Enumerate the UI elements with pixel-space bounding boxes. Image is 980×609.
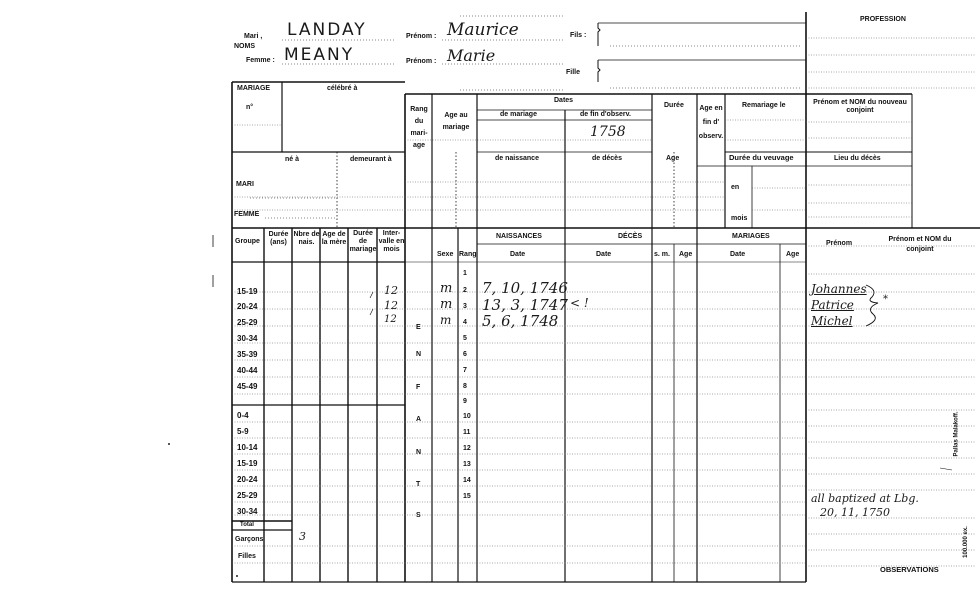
sm-header: s. m.: [654, 251, 670, 258]
no-label: n°: [246, 104, 254, 111]
birth-date-entry: 5, 6, 1748: [482, 312, 559, 330]
mois-label: mois: [731, 215, 748, 222]
noms-label: NOMS: [234, 43, 255, 50]
enfants-letter: S: [416, 512, 421, 519]
mari-label: Mari ,: [244, 33, 263, 40]
birth-date-entry: 7, 10, 1746: [482, 279, 568, 297]
age-mere-header: Age de la mère: [321, 231, 347, 246]
age-mariage-label: Age au mariage: [442, 112, 470, 131]
age-deces-label: Age: [666, 155, 680, 162]
rank-number: 14: [463, 477, 471, 484]
husband-surname: LANDAY: [287, 20, 367, 40]
print-run-mark: 100.000 ex.: [962, 526, 969, 558]
duree-mariage-header: Durée de mariage: [349, 230, 377, 253]
interval-entry: 12: [384, 284, 398, 297]
sexe-entry: m: [440, 281, 453, 296]
age-group: 45-49: [237, 382, 258, 391]
intervalle-header: Inter-valle en mois: [378, 230, 405, 253]
enfants-letter: F: [416, 384, 421, 391]
garcons-count: 3: [299, 530, 306, 543]
age-group: 30-34: [237, 334, 258, 343]
age-mariage-header: Age: [786, 251, 800, 258]
femme-row-label: FEMME: [234, 211, 260, 218]
wife-surname: MEANY: [284, 45, 355, 65]
sexe-header: Sexe: [437, 251, 454, 258]
filles-label: Filles: [238, 553, 256, 560]
publisher-mark: Pallas Malakoff.: [953, 411, 960, 457]
age-group: 5-9: [237, 427, 249, 436]
rank-number: 7: [463, 367, 467, 374]
de-deces-label: de décès: [592, 155, 622, 162]
lieu-deces-label: Lieu du décès: [834, 155, 881, 162]
rank-number: 3: [463, 303, 467, 310]
rank-number: 1: [463, 270, 467, 277]
enfants-letter: T: [416, 481, 421, 488]
groupe-header: Groupe: [235, 238, 260, 245]
birth-date-entry: 13, 3, 1747: [482, 296, 568, 314]
de-naissance-label: de naissance: [495, 155, 539, 162]
age-fin-label: Age en fin d' observ.: [698, 105, 724, 140]
en-label: en: [731, 184, 740, 191]
rank-number: 12: [463, 445, 471, 452]
enfants-letter: E: [416, 324, 421, 331]
age-group: 30-34: [237, 507, 258, 516]
rank-number: 11: [463, 429, 471, 436]
prenom-header: Prénom: [826, 240, 853, 247]
observations-label: OBSERVATIONS: [880, 565, 939, 574]
husband-firstname: Maurice: [447, 20, 519, 40]
fille-label: Fille: [566, 69, 581, 76]
age-group: 20-24: [237, 302, 258, 311]
rank-number: 6: [463, 351, 467, 358]
death-note: < !: [570, 296, 589, 310]
margin-dot: [168, 443, 170, 445]
rank-number: 8: [463, 383, 467, 390]
profession-label: PROFESSION: [860, 16, 906, 23]
demeurant-label: demeurant à: [350, 156, 392, 163]
celebre-label: célébré à: [327, 85, 358, 92]
rank-number: 10: [463, 413, 471, 420]
nbre-nais-header: Nbre de nais.: [293, 231, 320, 246]
prenom-label-wife: Prénom :: [406, 58, 437, 65]
age-group: 15-19: [237, 287, 258, 296]
date-mariage-header: Date: [730, 251, 746, 258]
age-deces-header: Age: [679, 251, 693, 258]
sexe-entry: m: [440, 297, 453, 312]
mariage-label: MARIAGE: [237, 85, 271, 92]
age-group: 0-4: [237, 411, 249, 420]
mari-row-label: MARI: [236, 181, 254, 188]
nouveau-conjoint-label: Prénom et NOM du nouveau conjoint: [813, 99, 907, 114]
prenom-label-husband: Prénom :: [406, 33, 437, 40]
naissances-header: NAISSANCES: [496, 233, 542, 240]
fils-label: Fils :: [570, 32, 587, 39]
date-naissance-header: Date: [510, 251, 526, 258]
wife-firstname: Marie: [447, 46, 496, 65]
ne-label: né à: [285, 156, 300, 163]
de-fin-label: de fin d'observ.: [580, 111, 631, 118]
rank-number: 4: [463, 319, 467, 326]
interval-entry: 12: [384, 299, 398, 312]
dates-label: Dates: [554, 97, 574, 104]
age-group: 10-14: [237, 443, 258, 452]
duree-veuvage-label: Durée du veuvage: [729, 153, 794, 162]
rank-number: 9: [463, 398, 467, 405]
mariages-header: MARIAGES: [732, 233, 770, 240]
child-name: Johannes: [811, 282, 867, 296]
enfants-letter: A: [416, 416, 422, 423]
observation-date: 20, 11, 1750: [820, 506, 890, 519]
age-group: 20-24: [237, 475, 258, 484]
observation-note: all baptized at Lbg.: [811, 492, 919, 505]
age-group: 15-19: [237, 459, 258, 468]
remariage-label: Remariage le: [742, 102, 786, 109]
interval-entry: 12: [384, 314, 397, 325]
age-group: 35-39: [237, 350, 258, 359]
de-mariage-label: de mariage: [500, 111, 537, 118]
sexe-entry: m: [440, 313, 452, 327]
date-deces-header: Date: [596, 251, 612, 258]
femme-label: Femme :: [246, 57, 275, 64]
duree-ans-header: Durée (ans): [268, 231, 289, 246]
conjoint-header: Prénom et NOM du conjoint: [888, 236, 952, 253]
age-group: 25-29: [237, 491, 258, 500]
child-name: Patrice: [811, 298, 854, 312]
rank-number: 13: [463, 461, 471, 468]
age-group: 25-29: [237, 318, 258, 327]
margin-dot: [236, 575, 238, 577]
rank-number: 5: [463, 335, 467, 342]
total-label: Total: [240, 522, 254, 528]
garcons-label: Garçons: [235, 536, 264, 543]
age-group: 40-44: [237, 366, 258, 375]
enfants-letter: N: [416, 449, 422, 456]
duree-label: Durée: [664, 102, 684, 109]
rank-number: 2: [463, 287, 467, 294]
rank-number: 15: [463, 493, 471, 500]
child-name: Michel: [811, 314, 853, 328]
rang-header: Rang: [459, 251, 477, 258]
deces-header: DÉCÈS: [618, 233, 643, 240]
enfants-letter: N: [416, 351, 422, 358]
fin-observation-year: 1758: [590, 124, 626, 140]
rang-mariage-label: Rang du mari-age: [410, 106, 428, 149]
bracket-note: *: [883, 294, 888, 305]
